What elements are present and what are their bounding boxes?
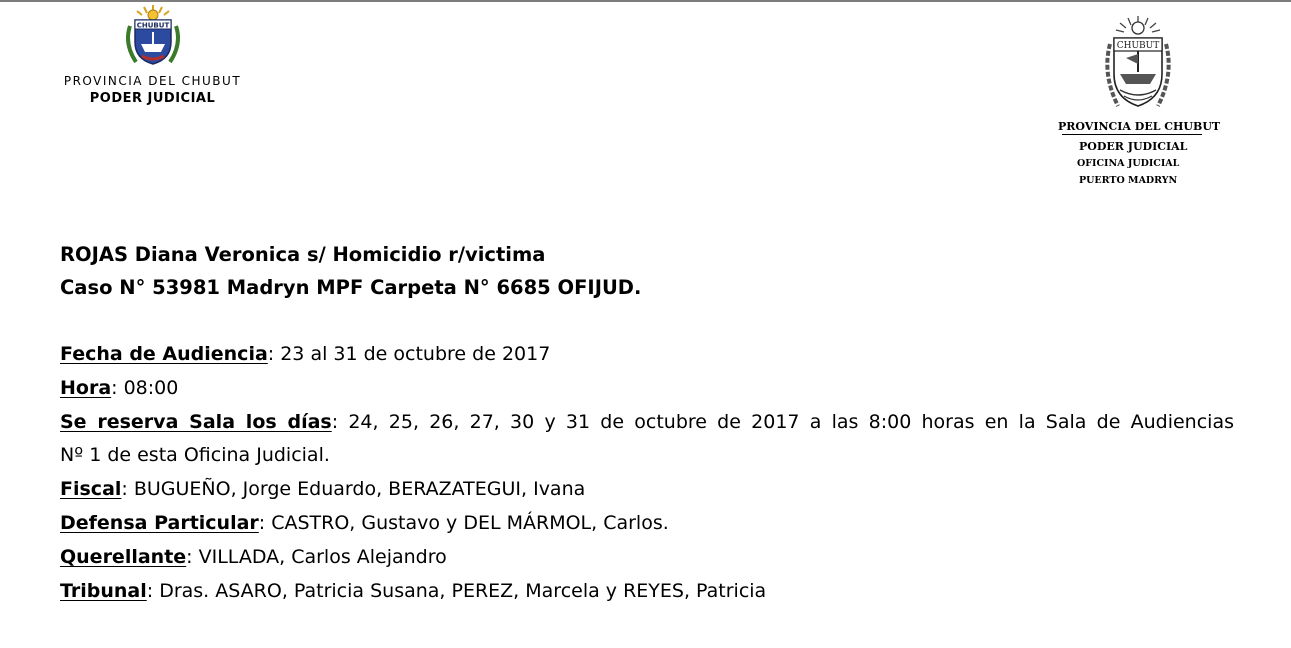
right-poder-judicial: PODER JUDICIAL	[1079, 140, 1188, 153]
detail-fiscal	[60, 473, 1234, 507]
detail-sala-continued	[60, 439, 1234, 473]
tribunal-label: Tribunal	[60, 579, 147, 602]
detail-defensa	[60, 507, 1234, 541]
page-top-border	[0, 0, 1291, 2]
fiscal-value: : BUGUEÑO, Jorge Eduardo, BERAZATEGUI, Ivana	[121, 478, 586, 501]
sala-label: Se reserva Sala los días	[60, 410, 332, 433]
left-poder-judicial: PODER JUDICIAL	[89, 91, 216, 106]
hora-label: Hora	[60, 376, 112, 399]
detail-tribunal	[60, 575, 1234, 609]
right-oficina-judicial: OFICINA JUDICIAL	[1077, 158, 1180, 169]
sala-value-line-1: : 24, 25, 26, 27, 30 y 31 de octubre de 2017 a las 8:00 horas en la Sala de Audiencias	[331, 410, 1234, 433]
defensa-label: Defensa Particular	[60, 511, 259, 534]
hearing-details	[60, 338, 1234, 608]
defensa-value: : CASTRO, Gustavo y DEL MÁRMOL, Carlos.	[258, 511, 669, 534]
querellante-label: Querellante	[60, 545, 187, 568]
tribunal-value: : Dras. ASARO, Patricia Susana, PEREZ, Marcela y REYES, Patricia	[146, 579, 767, 602]
right-province-name: PROVINCIA DEL CHUBUT	[1058, 120, 1221, 133]
sala-value-line-2: Nº 1 de esta Oficina Judicial.	[60, 444, 330, 467]
case-title	[60, 238, 641, 304]
querellante-value: : VILLADA, Carlos Alejandro	[186, 545, 447, 568]
detail-hora	[60, 372, 1234, 406]
left-crest-label: CHUBUT	[136, 21, 169, 30]
fecha-value: : 23 al 31 de octubre de 2017	[267, 343, 551, 365]
fiscal-label: Fiscal	[60, 478, 122, 501]
right-header-divider	[1062, 134, 1202, 135]
case-title-line-2: Caso N° 53981 Madryn MPF Carpeta N° 6685 OFIJUD.	[60, 276, 642, 299]
hora-value: : 08:00	[111, 376, 179, 399]
left-province-name: PROVINCIA DEL CHUBUT	[63, 74, 242, 88]
letterhead-right	[1048, 14, 1238, 186]
right-crest-label: CHUBUT	[1116, 41, 1160, 51]
right-city: PUERTO MADRYN	[1079, 175, 1178, 186]
detail-sala	[60, 406, 1234, 440]
chubut-coat-of-arms-bw-icon	[1100, 14, 1176, 114]
detail-querellante	[60, 541, 1234, 575]
letterhead-left	[50, 4, 255, 106]
detail-fecha	[60, 338, 1234, 372]
case-title-line-1: ROJAS Diana Veronica s/ Homicidio r/victima	[60, 243, 546, 266]
chubut-coat-of-arms-color-icon	[122, 4, 184, 68]
fecha-label: Fecha de Audiencia	[60, 343, 268, 365]
